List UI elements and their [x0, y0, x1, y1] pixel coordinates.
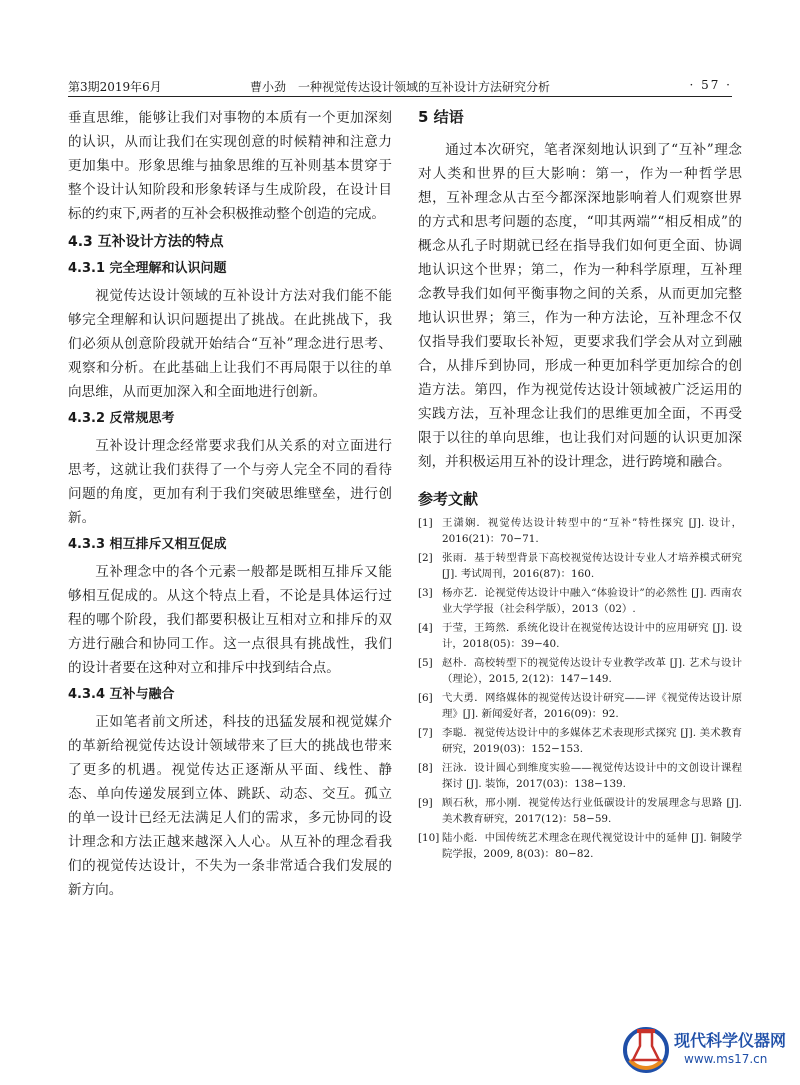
- watermark-url: www.ms17.cn: [684, 1052, 768, 1066]
- running-title: 曹小劲 一种视觉传达设计领域的互补设计方法研究分析: [249, 80, 550, 94]
- paragraph-conclusion: 通过本次研究，笔者深刻地认识到了“互补”理念对人类和世界的巨大影响：第一，作为一种哲学思想，互补理念从古至今都深深地影响着人们观察世界的方式和思考问题的态度，“叩其两端”“相反相成”的概念从孔子时期就已经在指导我们如何更全面、协调地认识这个世界；第二，作为一种科学原理，互补理念教导我们如何平衡事物之间的关系，从而更加完整地认识世界；第三，作为一种方法论，互补理念不仅仅指导我们要取长补短，更要求我们学会从对立到融合，从排斥到协同，形成一种更加科学更加综合的创造方法。第四，作为视觉传达设计领域被广泛运用的实践方法，互补理念让我们的思维更加全面，不再受限于以往的单向思维，也让我们对问题的认识更加深刻，并积极运用互补的设计理念，进行跨境和融合。: [418, 142, 742, 470]
- reference-item: [10] 陆小彪．中国传统艺术理念在现代视觉设计中的延伸 [J]. 铜陵学院学报，2009, 8(03)：80−82.: [418, 832, 742, 860]
- left-column: [68, 106, 392, 902]
- paragraph-4-3-4: 正如笔者前文所述，科技的迅猛发展和视觉媒介的革新给视觉传达设计领域带来了巨大的挑战也带来了更多的机遇。视觉传达正逐渐从平面、线性、静态、单向传递发展到立体、跳跃、动态、交互。孤立的单一设计已经无法满足人们的需求，多元协同的设计理念和方法正越来越深入人心。从互补的理念看我们的视觉传达设计，不失为一条非常适合我们发展的新方向。: [68, 714, 392, 898]
- issue-date: 第3期2019年6月: [68, 80, 162, 94]
- paragraph-4-3-1: 视觉传达设计领域的互补设计方法对我们能不能够完全理解和认识问题提出了挑战。在此挑战下，我们必须从创意阶段就开始结合“互补”理念进行思考、观察和分析。在此基础上让我们不再局限于以往的单向思维，从而更加深入和全面地进行创新。: [68, 288, 392, 400]
- reference-item: [7] 李聪．视觉传达设计中的多媒体艺术表现形式探究 [J]. 美术教育研究，2019(03)：152−153.: [418, 727, 742, 755]
- reference-item: [4] 于莹，王筠然．系统化设计在视觉传达设计中的应用研究 [J]. 设计，2018(05)：39−40.: [418, 622, 742, 650]
- watermark-logo: [620, 1022, 787, 1078]
- paragraph-4-3-3: 互补理念中的各个元素一般都是既相互排斥又能够相互促成的。从这个特点上看，不论是具体运行过程的哪个阶段，我们都要积极让互相对立和排斥的双方进行融合和协同工作。这一点很具有挑战性，我们的设计者要在这种对立和排斥中找到结合点。: [68, 564, 392, 676]
- reference-item: [9] 顾石秋，邢小刚．视觉传达行业低碳设计的发展理念与思路 [J]. 美术教育研究，2017(12)：58−59.: [418, 797, 742, 825]
- page-number: · 57 ·: [689, 78, 732, 92]
- running-header: [68, 76, 732, 97]
- section-heading-5: 5 结语: [418, 108, 464, 126]
- references-heading: 参考文献: [418, 490, 479, 508]
- subsection-heading-4-3-3: 4.3.3 相互排斥又相互促成: [68, 537, 227, 552]
- right-column: [418, 106, 742, 866]
- reference-item: [2] 张雨．基于转型背景下高校视觉传达设计专业人才培养模式研究 [J]. 考试周刊，2016(87)：160.: [418, 552, 742, 580]
- reference-item: [6] 弋大勇．网络媒体的视觉传达设计研究——评《视觉传达设计原理》[J]. 新闻爱好者，2016(09)：92.: [418, 692, 742, 720]
- reference-list: [418, 516, 742, 862]
- section-heading-4-3: 4.3 互补设计方法的特点: [68, 234, 224, 250]
- watermark-brand: 现代科学仪器网: [674, 1031, 787, 1050]
- paragraph-intro: 垂直思维，能够让我们对事物的本质有一个更加深刻的认识，从而让我们在实现创意的时候精神和注意力更加集中。形象思维与抽象思维的互补则基本贯穿于整个设计认知阶段和形象转译与生成阶段，在设计目标的约束下,两者的互补会积极推动整个创造的完成。: [68, 110, 392, 222]
- reference-item: [5] 赵朴．高校转型下的视觉传达设计专业教学改革 [J]. 艺术与设计（理论），2015, 2(12)：147−149.: [418, 657, 742, 685]
- subsection-heading-4-3-2: 4.3.2 反常规思考: [68, 411, 175, 426]
- reference-item: [8] 汪泳．设计圆心到维度实验——视觉传达设计中的文创设计课程探讨 [J]. 装饰，2017(03)：138−139.: [418, 762, 742, 790]
- paragraph-4-3-2: 互补设计理念经常要求我们从关系的对立面进行思考，这就让我们获得了一个与旁人完全不同的看待问题的角度，更加有利于我们突破思维壁垒，进行创新。: [68, 438, 392, 526]
- subsection-heading-4-3-4: 4.3.4 互补与融合: [68, 687, 175, 702]
- lab-flask-icon: [620, 1022, 672, 1074]
- reference-item: [3] 杨亦艺．论视觉传达设计中融入“体验设计”的必然性 [J]. 西南农业大学学报（社会科学版），2013（02）.: [418, 587, 742, 615]
- subsection-heading-4-3-1: 4.3.1 完全理解和认识问题: [68, 261, 227, 276]
- reference-item: [1] 王潇娴．视觉传达设计转型中的“互补”特性探究 [J]. 设计，2016(21)：70−71.: [418, 517, 742, 545]
